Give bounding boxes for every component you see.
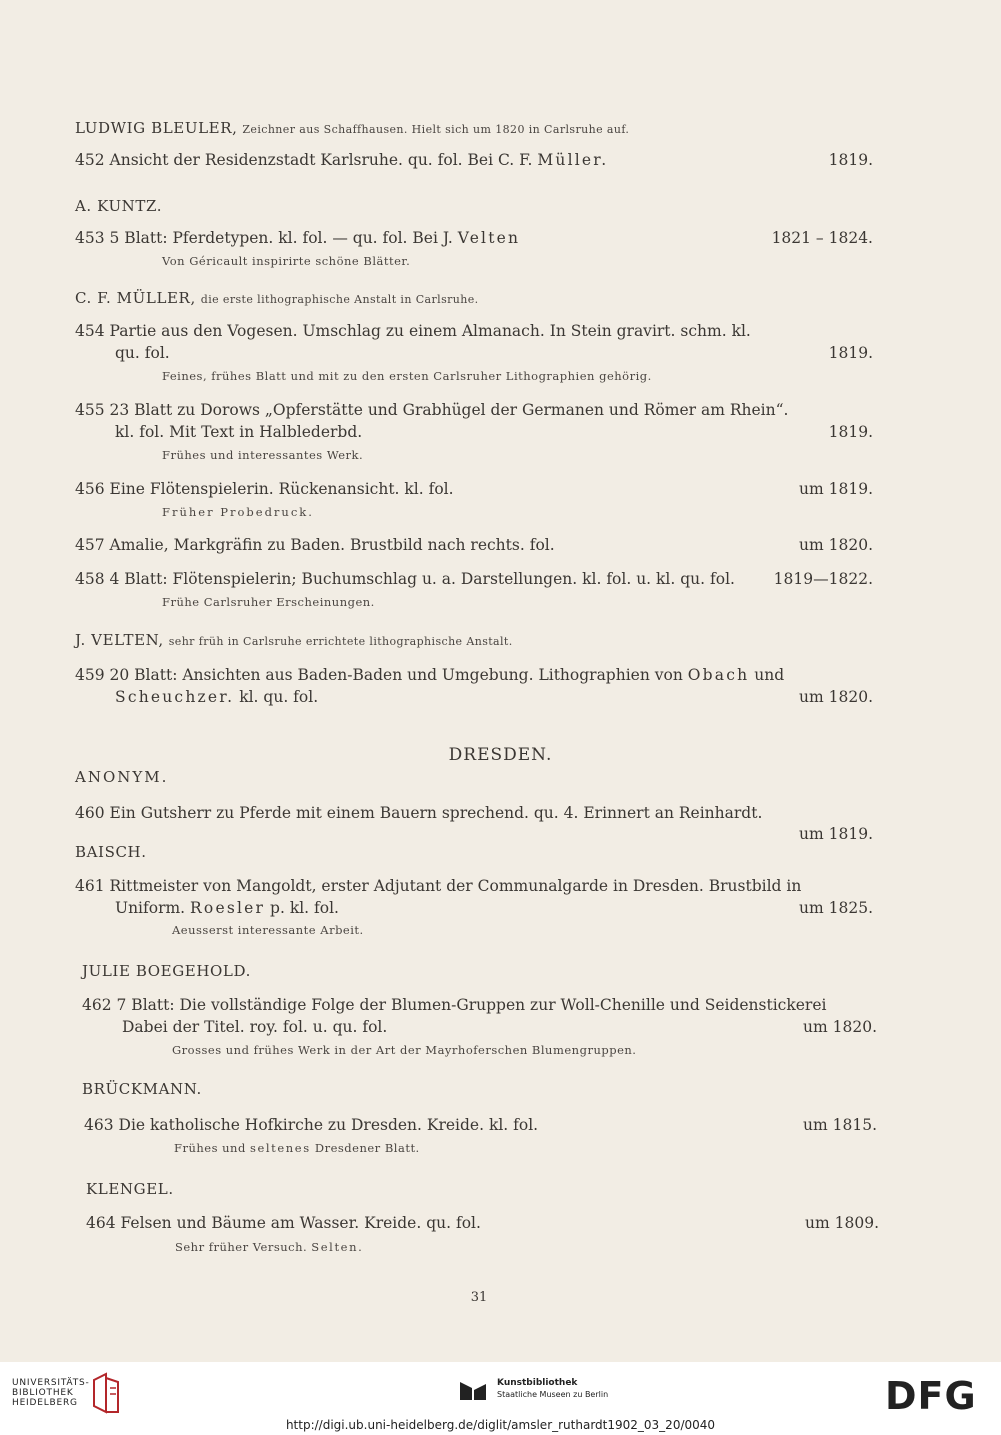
artist-name-kuntz: A. KUNTZ. xyxy=(75,197,163,215)
entry-454: 454 Partie aus den Vogesen. Umschlag zu einem Almanach. In Stein gravirt. schm. kl. xyxy=(75,322,751,340)
page-number: 31 xyxy=(470,1290,488,1305)
entry-452 xyxy=(75,151,608,169)
note-text: Sehr früher Versuch. xyxy=(175,1240,312,1254)
entry-date: 1819. xyxy=(828,151,873,169)
entry-date: um 1815. xyxy=(803,1116,877,1134)
entry-457: 457 Amalie, Markgräfin zu Baden. Brustbild nach rechts. fol. xyxy=(75,536,555,554)
entry-456: 456 Eine Flötenspielerin. Rückenansicht. kl. fol. xyxy=(75,480,454,498)
entry-note xyxy=(175,1238,363,1256)
entry-text: 459 20 Blatt: Ansichten aus Baden-Baden und Umgebung. Lithographien von xyxy=(75,666,688,684)
logo-line: BIBLIOTHEK xyxy=(12,1388,74,1398)
entry-453 xyxy=(75,229,520,247)
entry-date: 1821 – 1824. xyxy=(771,229,873,247)
entry-date: um 1819. xyxy=(799,480,873,498)
entry-artist: Roesler xyxy=(190,899,266,917)
entry-464: 464 Felsen und Bäume am Wasser. Kreide. qu. fol. xyxy=(86,1214,481,1232)
entry-462: 462 7 Blatt: Die vollständige Folge der Blumen-Gruppen zur Woll-Chenille und Seidenstickerei xyxy=(82,996,827,1014)
entry-459 xyxy=(75,666,784,684)
entry-note: Feines, frühes Blatt und mit zu den ersten Carlsruher Lithographien gehörig. xyxy=(162,369,652,383)
university-library-logo[interactable] xyxy=(12,1378,90,1408)
entry-date: um 1820. xyxy=(803,1018,877,1036)
entry-artist: Scheuchzer. xyxy=(115,688,235,706)
note-emphasis: Selten. xyxy=(311,1240,364,1254)
entry-date: 1819—1822. xyxy=(773,570,873,588)
entry-publisher: Velten xyxy=(457,229,521,247)
note-text: Frühes und xyxy=(174,1141,250,1155)
entry-publisher: Müller. xyxy=(537,151,609,169)
entry-date: 1819. xyxy=(828,344,873,362)
entry-text: Uniform. xyxy=(115,899,191,917)
artist-description: die erste lithographische Anstalt in Carlsruhe. xyxy=(200,293,479,306)
artist-name-klengel: KLENGEL. xyxy=(86,1180,174,1198)
entry-text-line2 xyxy=(115,899,339,917)
note-text: Dresdener Blatt. xyxy=(310,1141,420,1155)
entry-text-line2 xyxy=(115,688,318,706)
entry-note xyxy=(174,1139,420,1157)
artist-heading-bleuler xyxy=(75,119,629,139)
kunstbibliothek-icon xyxy=(458,1378,488,1402)
artist-description: Zeichner aus Schaffhausen. Hielt sich um 1820 in Carlsruhe auf. xyxy=(242,123,630,136)
artist-name-baisch: BAISCH. xyxy=(75,843,147,861)
artist-description: sehr früh in Carlsruhe errichtete lithographische Anstalt. xyxy=(168,635,513,648)
entry-note: Frühes und interessantes Werk. xyxy=(162,448,364,462)
entry-text: 452 Ansicht der Residenzstadt Karlsruhe. qu. fol. Bei C. F. xyxy=(75,151,538,169)
entry-date: um 1819. xyxy=(799,825,873,843)
entry-date: um 1820. xyxy=(799,688,873,706)
entry-note: Frühe Carlsruher Erscheinungen. xyxy=(162,595,375,609)
source-url[interactable]: http://digi.ub.uni-heidelberg.de/diglit/amsler_ruthardt1902_03_20/0040 xyxy=(285,1418,716,1432)
artist-heading-velten xyxy=(75,631,513,651)
entry-text-line2: qu. fol. xyxy=(115,344,170,362)
logo-line: UNIVERSITÄTS- xyxy=(12,1378,90,1388)
entry-text-line2: kl. fol. Mit Text in Halblederbd. xyxy=(115,423,363,441)
entry-461: 461 Rittmeister von Mangoldt, erster Adjutant der Communalgarde in Dresden. Brustbild in xyxy=(75,877,802,895)
entry-note: Früher Probedruck. xyxy=(162,505,314,519)
artist-name-brueckmann: BRÜCKMANN. xyxy=(82,1080,202,1098)
entry-text: kl. qu. fol. xyxy=(234,688,319,706)
note-emphasis: seltenes xyxy=(249,1141,311,1155)
artist-name-anonym: ANONYM. xyxy=(75,768,169,786)
museen-label: Staatliche Museen zu Berlin xyxy=(497,1390,609,1399)
entry-458: 458 4 Blatt: Flötenspielerin; Buchumschlag u. a. Darstellungen. kl. fol. u. kl. qu. fol. xyxy=(75,570,735,588)
entry-date: um 1820. xyxy=(799,536,873,554)
kunstbibliothek-label: Kunstbibliothek xyxy=(497,1378,578,1388)
entry-text: und xyxy=(749,666,785,684)
artist-name: C. F. MÜLLER, xyxy=(75,289,196,307)
entry-text-line2: Dabei der Titel. roy. fol. u. qu. fol. xyxy=(122,1018,388,1036)
city-heading-dresden: DRESDEN. xyxy=(448,745,553,765)
artist-heading-mueller xyxy=(75,289,479,309)
entry-note: Grosses und frühes Werk in der Art der Mayrhoferschen Blumengruppen. xyxy=(172,1043,637,1057)
artist-name: J. VELTEN, xyxy=(75,631,164,649)
entry-text: 453 5 Blatt: Pferdetypen. kl. fol. — qu. fol. Bei J. xyxy=(75,229,458,247)
entry-text: p. kl. fol. xyxy=(265,899,339,917)
entry-date: 1819. xyxy=(828,423,873,441)
entry-date: um 1809. xyxy=(805,1214,879,1232)
entry-note: Aeusserst interessante Arbeit. xyxy=(172,923,364,937)
entry-460: 460 Ein Gutsherr zu Pferde mit einem Bauern sprechend. qu. 4. Erinnert an Reinhardt. xyxy=(75,804,763,822)
artist-name-boegehold: JULIE BOEGEHOLD. xyxy=(82,962,251,980)
logo-line: HEIDELBERG xyxy=(12,1398,78,1408)
university-seal-icon xyxy=(90,1372,122,1416)
entry-artist: Obach xyxy=(687,666,750,684)
entry-455: 455 23 Blatt zu Dorows „Opferstätte und Grabhügel der Germanen und Römer am Rhein“. xyxy=(75,401,789,419)
artist-name: LUDWIG BLEULER, xyxy=(75,119,238,137)
entry-note: Von Géricault inspirirte schöne Blätter. xyxy=(162,254,411,268)
kunstbibliothek-logo[interactable] xyxy=(497,1378,608,1400)
dfg-logo[interactable]: DFG xyxy=(885,1374,977,1418)
entry-463: 463 Die katholische Hofkirche zu Dresden. Kreide. kl. fol. xyxy=(84,1116,539,1134)
entry-date: um 1825. xyxy=(799,899,873,917)
